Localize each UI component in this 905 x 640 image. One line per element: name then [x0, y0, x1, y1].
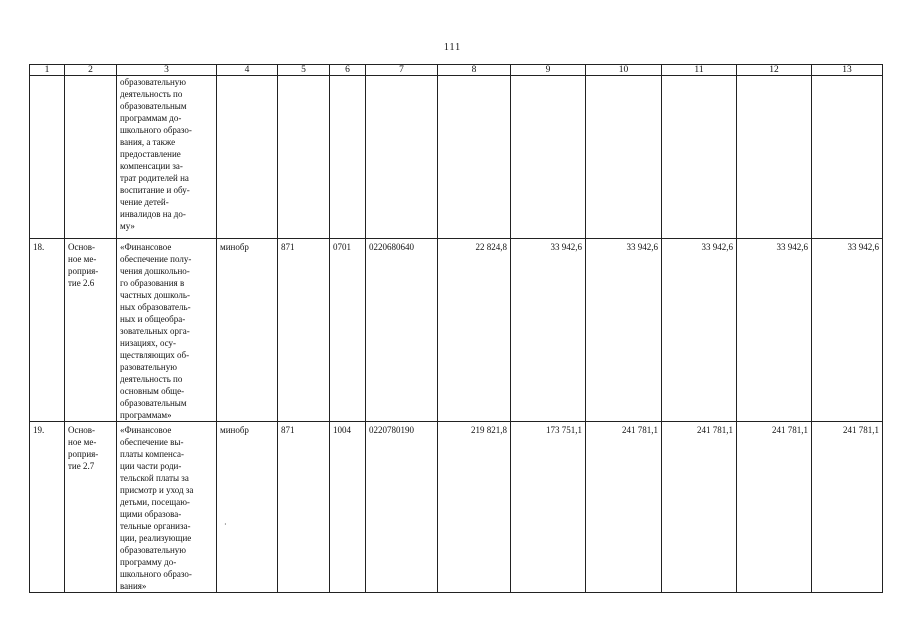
value-cell: 33 942,6: [737, 239, 812, 422]
grbs-code: 871: [278, 239, 330, 422]
row-number: 19.: [30, 422, 65, 593]
col-header: 12: [737, 65, 812, 76]
rzpr-code: 0701: [330, 239, 366, 422]
col-header: 2: [65, 65, 117, 76]
csr-code: 0220780190: [366, 422, 438, 593]
table-row: [30, 422, 883, 593]
value-cell: 241 781,1: [812, 422, 883, 593]
value-cell: 22 824,8: [438, 239, 511, 422]
budget-table: [29, 64, 883, 593]
col-header: 6: [330, 65, 366, 76]
col-header: 13: [812, 65, 883, 76]
rzpr-code: 1004: [330, 422, 366, 593]
page-number: 111: [443, 42, 462, 53]
measure-name: «Финансовое обеспечение вы- платы компенса- ции части роди- тельской платы за присмотр и уход за детьми, посещаю- щими образова- тельные организа- ции, реализующие образовательную программу до- школьного образо- вания»: [117, 422, 217, 593]
col-header: 7: [366, 65, 438, 76]
col-header: 11: [662, 65, 737, 76]
col-header: 10: [586, 65, 662, 76]
col-header: 8: [438, 65, 511, 76]
measure-name: образовательную деятельность по образовательным программам до- школьного образо- вания, а также предоставление компенсации за- трат родителей на воспитание и обу- чение детей- инвалидов на до- му»: [117, 76, 217, 239]
measure-name: «Финансовое обеспечение полу- чения дошкольно- го образования в частных дошколь- ных образователь- ных и общеобра- зовательных орга- низациях, осу- ществляющих об- разовательную деятельность по основным обще- образовательным программам»: [117, 239, 217, 422]
header-row: [30, 65, 883, 76]
value-cell: 33 942,6: [812, 239, 883, 422]
table-row: [30, 239, 883, 422]
value-cell: 241 781,1: [737, 422, 812, 593]
value-cell: 33 942,6: [586, 239, 662, 422]
col-header: 4: [217, 65, 278, 76]
csr-code: 0220680640: [366, 239, 438, 422]
grbs-code: 871: [278, 422, 330, 593]
value-cell: 33 942,6: [662, 239, 737, 422]
col-header: 3: [117, 65, 217, 76]
value-cell: 219 821,8: [438, 422, 511, 593]
executor: минобр: [217, 239, 278, 422]
scan-speck: ·: [224, 520, 227, 529]
event-label: Основ- ное ме- роприя- тие 2.6: [65, 239, 117, 422]
value-cell: 33 942,6: [511, 239, 586, 422]
col-header: 9: [511, 65, 586, 76]
col-header: 5: [278, 65, 330, 76]
value-cell: 173 751,1: [511, 422, 586, 593]
executor: минобр: [217, 422, 278, 593]
event-label: Основ- ное ме- роприя- тие 2.7: [65, 422, 117, 593]
row-number: 18.: [30, 239, 65, 422]
value-cell: 241 781,1: [586, 422, 662, 593]
value-cell: 241 781,1: [662, 422, 737, 593]
col-header: 1: [30, 65, 65, 76]
table-row: [30, 76, 883, 239]
